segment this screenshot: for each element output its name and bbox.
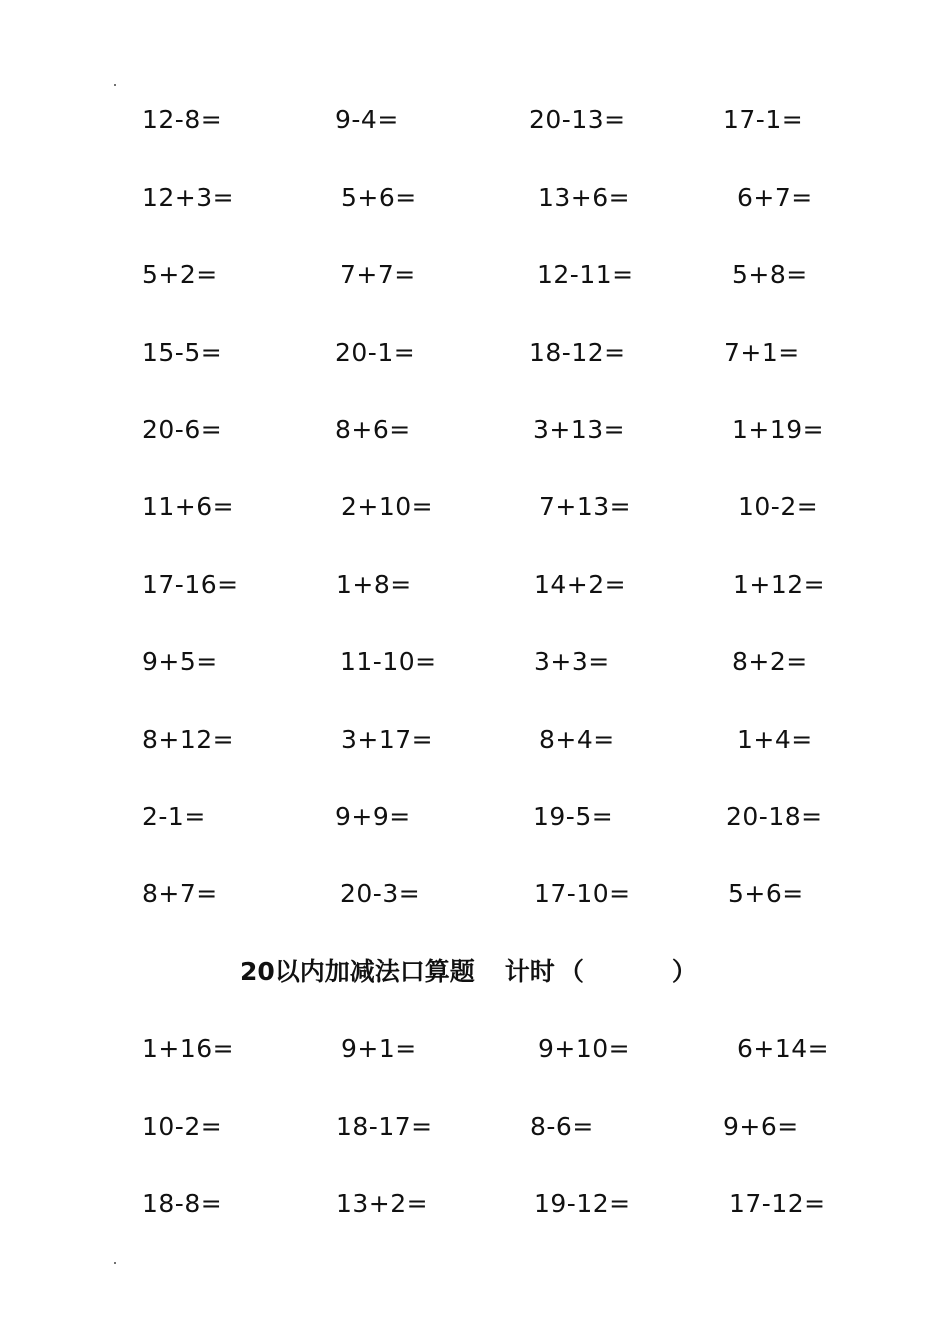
problem-item: 20-6=: [142, 415, 223, 444]
problem-item: 20-13=: [529, 105, 626, 134]
problem-item: 10-2=: [142, 1112, 223, 1141]
problem-item: 1+12=: [733, 570, 826, 599]
problem-item: 19-5=: [533, 802, 614, 831]
problem-item: 7+7=: [340, 260, 416, 289]
problem-row: [0, 874, 950, 914]
problem-item: 13+6=: [538, 183, 631, 212]
problem-item: 6+7=: [737, 183, 813, 212]
problem-item: 2+10=: [341, 492, 434, 521]
problem-item: 1+16=: [142, 1034, 235, 1063]
problem-item: 1+4=: [737, 725, 813, 754]
problem-item: 5+6=: [341, 183, 417, 212]
problem-item: 3+17=: [341, 725, 434, 754]
problem-item: 8+2=: [732, 647, 808, 676]
problem-item: 2-1=: [142, 802, 206, 831]
problem-item: 8-6=: [530, 1112, 594, 1141]
problem-item: 5+6=: [728, 879, 804, 908]
worksheet-title: 20以内加减法口算题: [240, 957, 475, 986]
problem-row: [0, 1029, 950, 1069]
problem-item: 5+8=: [732, 260, 808, 289]
problem-item: 9-4=: [335, 105, 399, 134]
problem-item: 11-10=: [340, 647, 437, 676]
problem-item: 12-11=: [537, 260, 634, 289]
problem-row: [0, 100, 950, 140]
problem-row: [0, 565, 950, 605]
timer-label: 计时: [504, 957, 555, 986]
problem-item: 8+12=: [142, 725, 235, 754]
problem-item: 18-12=: [529, 338, 626, 367]
problem-item: 17-10=: [534, 879, 631, 908]
problem-item: 3+13=: [533, 415, 626, 444]
problem-item: 17-16=: [142, 570, 239, 599]
problem-item: 5+2=: [142, 260, 218, 289]
problem-item: 20-3=: [340, 879, 421, 908]
problem-row: [0, 410, 950, 450]
worksheet-heading: [240, 950, 697, 994]
problem-row: [0, 1184, 950, 1224]
problem-item: 8+6=: [335, 415, 411, 444]
problem-item: 15-5=: [142, 338, 223, 367]
problem-row: [0, 255, 950, 295]
corner-mark-bottom: [114, 1262, 116, 1264]
problem-row: [0, 1107, 950, 1147]
problem-item: 14+2=: [534, 570, 627, 599]
problem-item: 6+14=: [737, 1034, 830, 1063]
problem-row: [0, 178, 950, 218]
problem-item: 12-8=: [142, 105, 223, 134]
problem-item: 9+10=: [538, 1034, 631, 1063]
problem-item: 12+3=: [142, 183, 235, 212]
problem-row: [0, 720, 950, 760]
problem-item: 9+1=: [341, 1034, 417, 1063]
problem-item: 9+5=: [142, 647, 218, 676]
problem-item: 11+6=: [142, 492, 235, 521]
problem-item: 17-12=: [729, 1189, 826, 1218]
problem-item: 19-12=: [534, 1189, 631, 1218]
problem-item: 8+7=: [142, 879, 218, 908]
problem-row: [0, 333, 950, 373]
corner-mark-top: [114, 84, 116, 86]
problem-row: [0, 487, 950, 527]
problem-item: 1+19=: [732, 415, 825, 444]
problem-item: 18-17=: [336, 1112, 433, 1141]
problem-item: 18-8=: [142, 1189, 223, 1218]
problem-row: [0, 797, 950, 837]
problem-item: 20-18=: [726, 802, 823, 831]
problem-item: 13+2=: [336, 1189, 429, 1218]
problem-item: 1+8=: [336, 570, 412, 599]
problem-item: 9+6=: [723, 1112, 799, 1141]
problem-item: 10-2=: [738, 492, 819, 521]
timer-paren-close: ）: [671, 957, 697, 986]
problem-item: 20-1=: [335, 338, 416, 367]
problem-item: 8+4=: [539, 725, 615, 754]
problem-item: 9+9=: [335, 802, 411, 831]
problem-item: 17-1=: [723, 105, 804, 134]
problem-row: [0, 642, 950, 682]
problem-item: 7+1=: [724, 338, 800, 367]
problem-item: 7+13=: [539, 492, 632, 521]
problem-item: 3+3=: [534, 647, 610, 676]
timer-paren-open: （: [558, 957, 584, 986]
